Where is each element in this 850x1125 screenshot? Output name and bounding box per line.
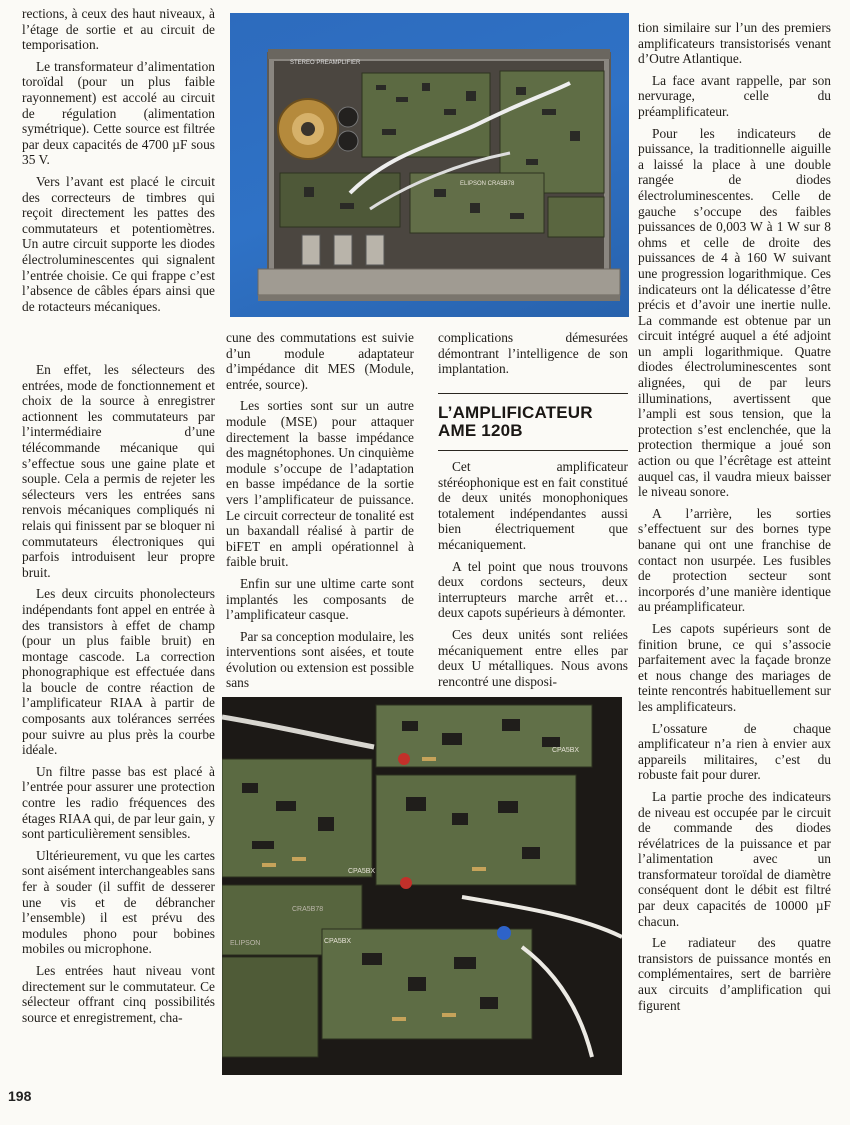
paragraph: A tel point que nous trouvons deux cordons secteurs, deux interrupteurs marche arrêt et… deux capots supérieurs à démonter.: [438, 558, 628, 621]
page-number: 198: [8, 1088, 32, 1104]
paragraph: A l’arrière, les sorties s’effectuent sur des bornes type banane qui ont une franchise de contact non usurpée. Les fusibles de protection secteur sont incorporés d’une manière identique au préamplificateur.: [638, 505, 831, 615]
photo-label: ELIPSON: [230, 940, 261, 947]
column-1-top: [22, 6, 215, 320]
paragraph: La face avant rappelle, par son nervurage, celle du préamplificateur.: [638, 72, 831, 119]
photo-label: STEREO PREAMPLIFIER: [290, 60, 361, 66]
photo-label: CRA5B78: [292, 906, 324, 913]
column-1-bottom: [22, 362, 215, 1031]
column-3-bottom: [438, 459, 628, 695]
paragraph: cune des commutations est suivie d’un module adaptateur d’impédance dit MES (Module, entrée, source).: [226, 330, 414, 392]
paragraph: Cet amplificateur stéréophonique est en fait constitué de deux unités monophoniques totalement indépendantes aussi bien électriquement que mécaniquement.: [438, 459, 628, 552]
photo-circuit-boards: [222, 697, 622, 1075]
paragraph: En effet, les sélecteurs des entrées, mode de fonctionnement et choix de la source à enregistrer actionnent les commutateurs par l’intermédiaire d’une télécommande mécanique qui s’effectue sous une gaine plate et souple. Cela a permis de rejeter les sélecteurs vers les entrées sans renvois mécaniques compliqués ni relais qui finissent par se bloquer ni commutateurs électroniques qui parfois introduisent leur propre bruit.: [22, 362, 215, 580]
paragraph: Les sorties sont sur un autre module (MSE) pour attaquer directement la basse impédance des magnétophones. Un cinquième module s’occupe de l’adaptation en basse impédance de la sortie vers l’amplificateur de puissance. Le circuit correcteur de tonalité est un baxandall réalisé à partir de biFET en ampli opérationnel à faible bruit.: [226, 398, 414, 570]
paragraph: Les capots supérieurs sont de finition brune, ce qui s’associe parfaitement avec la façade bronze et nous change des mariages de teinte rencontrés habituellement sur les amplificateurs.: [638, 620, 831, 714]
paragraph: Les entrées haut niveau vont directement sur le commutateur. Ce sélecteur offrant cinq possibilités source et enregistrement, cha-: [22, 962, 215, 1025]
column-4: [638, 20, 831, 1019]
paragraph: tion similaire sur l’un des premiers amplificateurs transistorisés venant d’Outre Atlantique.: [638, 20, 831, 67]
paragraph: Par sa conception modulaire, les interventions sont aisées, et toute évolution ou extension est possible sans: [226, 628, 414, 691]
paragraph: Ultérieurement, vu que les cartes sont aisément interchangeables sans fer à souder (il suffit de desserer une vis et de débrancher l’ensemble) il est prévu des modules phono pour bobines mobiles ou microphone.: [22, 847, 215, 957]
photo-label: CPA5BX: [552, 747, 580, 754]
photo-amplifier-interior: [230, 13, 629, 317]
paragraph: Ces deux unités sont reliées mécaniquement entre elles par deux U métalliques. Nous avons rencontré une disposi-: [438, 626, 628, 689]
column-2: [226, 330, 414, 697]
paragraph: rections, à ceux des haut niveaux, à l’étage de sortie et au circuit de temporisation.: [22, 6, 215, 53]
photo-label: ELIPSON CRA5B78: [460, 181, 515, 187]
paragraph: Les deux circuits phonolecteurs indépendants font appel en entrée à des transistors à effet de champ (pour un plus faible bruit) en montage cascode. La correction phonographique est effectuée dans la boucle de contre réaction de l’amplificateur RIAA à partir de composants aux tolérances serrées pour suivre au plus près la courbe idéale.: [22, 586, 215, 758]
photo-label: CPA5BX: [324, 938, 352, 945]
paragraph: Un filtre passe bas est placé à l’entrée pour assurer une protection contre les radio fréquences des étages RIAA qui, de par leur gain, y sont particulièrement sensibles.: [22, 763, 215, 842]
paragraph: L’ossature de chaque amplificateur n’a rien à envier aux appareils militaires, c’est du robuste fait pour durer.: [638, 720, 831, 783]
photo-circuit-boards-drawing: [222, 697, 622, 1075]
section-heading: L’AMPLIFICATEUR AME 120B: [438, 403, 593, 440]
paragraph: Enfin sur une ultime carte sont implantés les composants de l’amplificateur casque.: [226, 575, 414, 623]
section-heading-box: [438, 393, 628, 451]
photo-label: CPA5BX: [348, 868, 376, 875]
photo-amplifier-interior-drawing: [230, 13, 629, 317]
paragraph: Le radiateur des quatre transistors de puissance montés en complémentaires, sert de barrière aux circuits d’amplification qui figurent: [638, 935, 831, 1013]
paragraph: complications démesurées démontrant l’intelligence de son implantation.: [438, 330, 628, 377]
column-3-top: [438, 330, 628, 383]
paragraph: Vers l’avant est placé le circuit des correcteurs de timbres qui reçoit directement les pattes des commutateurs et potentiomètres. Un autre circuit supporte les diodes électroluminescentes qui signalent l’entrée choisie. Ce qui frappe c’est l’absence de câbles épars ainsi que de rotacteurs mécaniques.: [22, 173, 215, 314]
paragraph: La partie proche des indicateurs de niveau est occupée par le circuit de commande des diodes révélatrices de la puissance et par l’alimentation avec un transformateur toroïdal de diamètre conséquent dont le débit est filtré par deux capacités de 10000 µF chacun.: [638, 788, 831, 929]
paragraph: Pour les indicateurs de puissance, la traditionnelle aiguille a laissé la place à une double rangée de diodes électroluminescentes. Celle de gauche s’occupe des faibles puissances de 0,003 W à 1 W sur 8 ohms et celle de droite des puissances de 4 à 160 W suivant une progression logarithmique. Ces indicateurs ont la délicatesse d’être précis et d’avoir une inertie nulle. La commande est obtenue par un circuit intégré auquel a été adjoint un ampli logarithmique. Quatre diodes électroluminescentes sont alignées, qui de par leurs illuminations, avertissent que l’ampli est sous tension, que la protection s’est enclenchée, que la protection thermique a joué son action ou que l’écrêtage est atteint auquel cas, il vaudra mieux baisser le niveau sonore.: [638, 125, 831, 500]
paragraph: Le transformateur d’alimentation toroïdal (pour un plus faible rayonnement) est accolé au circuit de régulation (alimentation symétrique). Cette source est filtrée par deux capacités de 4700 µF sous 35 V.: [22, 58, 215, 168]
